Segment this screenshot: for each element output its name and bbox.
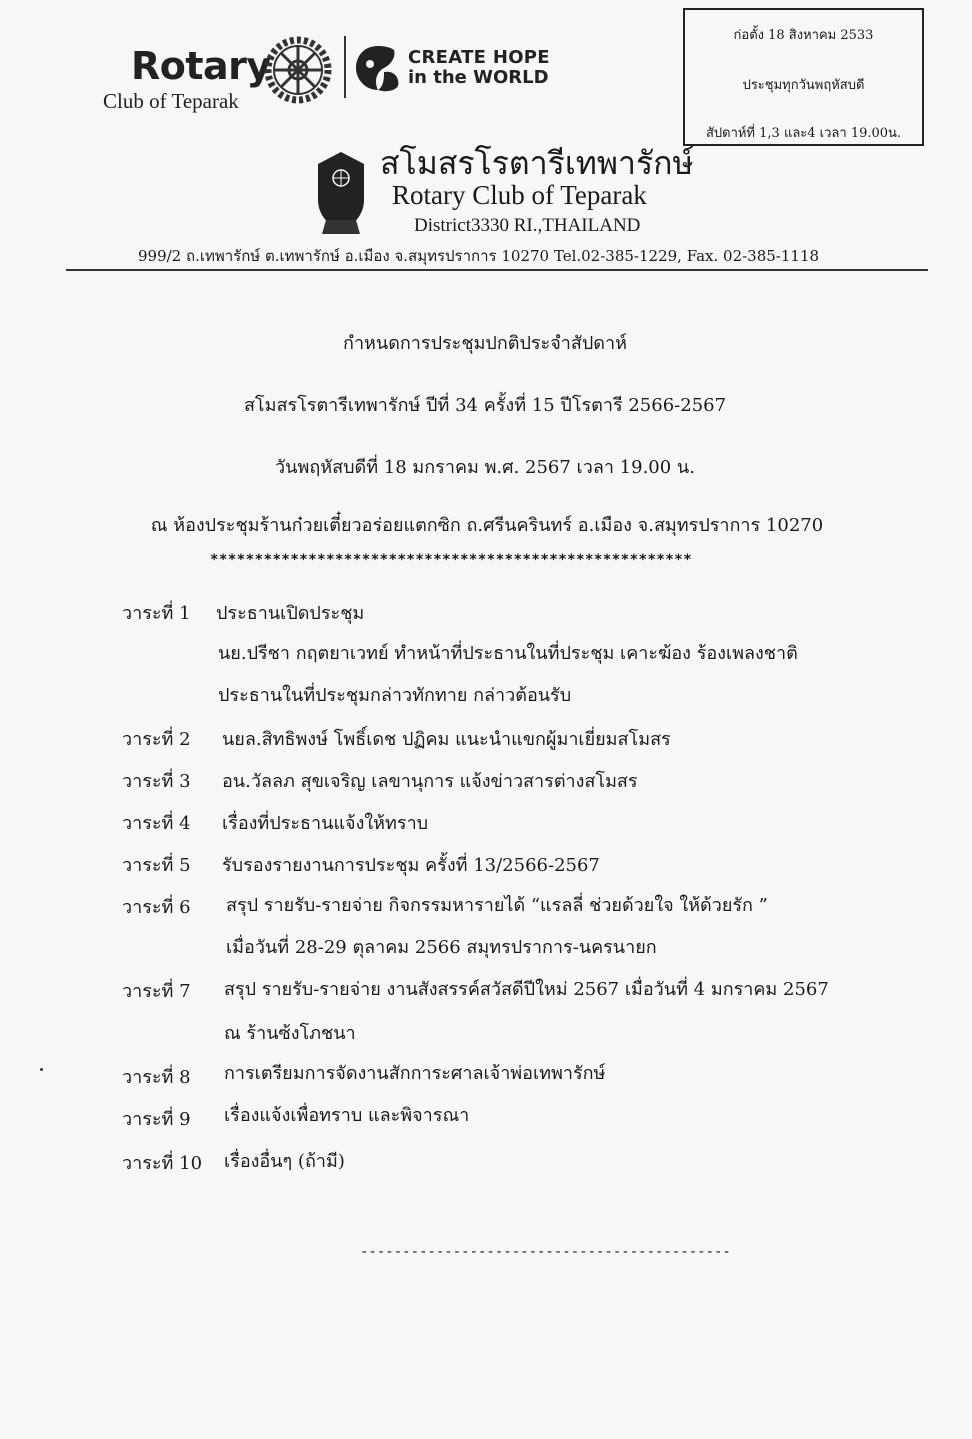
logo-divider — [344, 36, 346, 98]
agenda-text: เรื่องที่ประธานแจ้งให้ทราบ — [222, 813, 429, 834]
club-name-thai: สโมสรโรตารีเทพารักษ์ — [380, 144, 694, 182]
agenda-text: สรุป รายรับ-รายจ่าย กิจกรรมหารายได้ “แรลลี่ ช่วยด้วยใจ ให้ด้วยรัก ” — [226, 895, 768, 916]
star-separator: ****************************************************** — [210, 552, 693, 568]
header-rule — [66, 269, 928, 271]
info-meeting-time: สัปดาห์ที่ 1,3 และ4 เวลา 19.00น. — [705, 126, 902, 141]
club-crest-icon — [312, 150, 370, 236]
agenda-label: วาระที่ 10 — [122, 1153, 203, 1174]
info-founded: ก่อตั้ง 18 สิงหาคม 2533 — [733, 28, 874, 43]
agenda-text: การเตรียมการจัดงานสักการะศาลเจ้าพ่อเทพารักษ์ — [224, 1063, 606, 1084]
scan-speck — [40, 1068, 43, 1071]
agenda-text: ประธานเปิดประชุม — [216, 603, 365, 624]
district-label: District3330 RI.,THAILAND — [414, 215, 641, 236]
agenda-label: วาระที่ 9 — [122, 1109, 191, 1130]
agenda-label: วาระที่ 6 — [122, 897, 191, 918]
club-name-english: Rotary Club of Teparak — [392, 180, 647, 210]
rotary-club-subtitle: Club of Teparak — [103, 89, 239, 113]
rotary-wordmark: Rotary — [131, 44, 271, 88]
agenda-text: เรื่องอื่นๆ (ถ้ามี) — [224, 1151, 345, 1172]
agenda-text: นย.ปรีชา กฤตยาเวทย์ ทำหน้าที่ประธานในที่ประชุม เคาะฆ้อง ร้องเพลงชาติ — [218, 643, 798, 664]
info-meeting-day: ประชุมทุกวันพฤหัสบดี — [742, 78, 865, 93]
agenda-text: ณ ร้านซ้งโภชนา — [224, 1023, 356, 1044]
slogan-line-2: in the WORLD — [408, 67, 549, 88]
agenda-label: วาระที่ 7 — [122, 981, 191, 1002]
agenda-label: วาระที่ 4 — [122, 813, 191, 834]
agenda-label: วาระที่ 5 — [122, 855, 191, 876]
agenda-text: อน.วัลลภ สุขเจริญ เลขานุการ แจ้งข่าวสารต่างสโมสร — [222, 771, 638, 792]
agenda-text: รับรองรายงานการประชุม ครั้งที่ 13/2566-2567 — [222, 855, 600, 876]
agenda-text: เรื่องแจ้งเพื่อทราบ และพิจารณา — [224, 1105, 470, 1126]
agenda-text: ประธานในที่ประชุมกล่าวทักทาย กล่าวต้อนรับ — [218, 685, 572, 706]
meeting-venue: ณ ห้องประชุมร้านก๋วยเตี๋ยวอร่อยแตกซิก ถ.ศรีนครินทร์ อ.เมือง จ.สมุทรปราการ 10270 — [150, 515, 824, 536]
agenda-label: วาระที่ 8 — [122, 1067, 191, 1088]
agenda-label: วาระที่ 1 — [122, 603, 191, 624]
doc-title: กำหนดการประชุมปกติประจำสัปดาห์ — [343, 333, 627, 354]
meeting-number: สโมสรโรตารีเทพารักษ์ ปีที่ 34 ครั้งที่ 15 ปีโรตารี 2566-2567 — [243, 395, 727, 416]
agenda-label: วาระที่ 3 — [122, 771, 191, 792]
meeting-info-box — [683, 8, 924, 146]
club-address: 999/2 ถ.เทพารักษ์ ต.เทพารักษ์ อ.เมือง จ.สมุทรปราการ 10270 Tel.02-385-1229, Fax. 02-385-1118 — [138, 247, 820, 265]
agenda-text: สรุป รายรับ-รายจ่าย งานสังสรรค์สวัสดีปีใหม่ 2567 เมื่อวันที่ 4 มกราคม 2567 — [224, 979, 829, 1000]
agenda-label: วาระที่ 2 — [122, 729, 191, 750]
footer-dash-separator: -------------------------------------------- — [360, 1244, 731, 1260]
slogan-line-1: CREATE HOPE — [408, 47, 550, 68]
meeting-date: วันพฤหัสบดีที่ 18 มกราคม พ.ศ. 2567 เวลา 19.00 น. — [275, 457, 695, 478]
agenda-text: นยล.สิทธิพงษ์ โพธิ์เดช ปฏิคม แนะนำแขกผู้มาเยี่ยมสโมสร — [222, 729, 671, 750]
rotary-wheel-icon — [258, 30, 338, 110]
create-hope-logo-icon — [354, 42, 402, 94]
agenda-text: เมื่อวันที่ 28-29 ตุลาคม 2566 สมุทรปราการ-นครนายก — [226, 937, 657, 958]
